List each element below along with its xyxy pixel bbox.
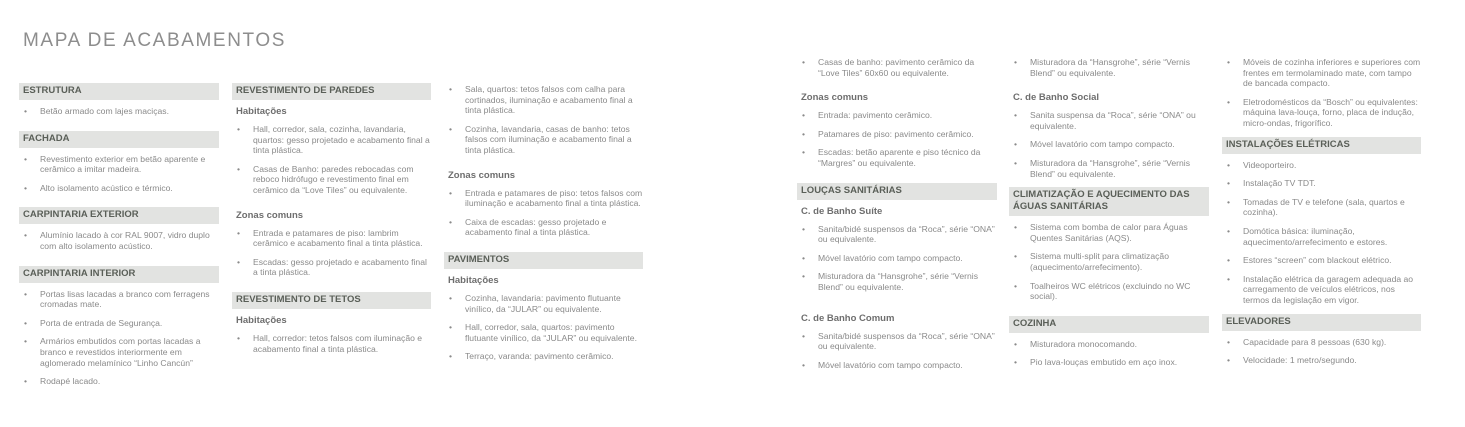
tetos-zonas-list [444,188,643,238]
subheader-zonas-comuns: Zonas comuns [801,92,869,104]
list-item: • Casas de Banho: paredes rebocadas com reboco hidrófugo e revestimento final em cerâmico da “Love Tiles” ou equivalente. [232,164,431,196]
paredes-habitacoes-list [232,124,431,196]
list-item: • Rodapé lacado. [19,376,219,387]
banho-social-list [1009,110,1209,179]
list-item: • Casas de banho: pavimento cerâmico da “Love Tiles” 60x60 ou equivalente. [797,57,997,78]
climatizacao-list [1009,222,1209,302]
list-item: • Cozinha, lavandaria, casas de banho: tetos falsos com iluminação e acabamento final a tinta plástica. [444,124,643,156]
list-item: • Caixa de escadas: gesso projetado e acabamento final a tinta plástica. [444,217,643,238]
section-header-carpintaria-exterior: CARPINTARIA EXTERIOR [19,207,219,224]
section-header-revestimento-paredes: REVESTIMENTO DE PAREDES [232,83,431,100]
list-item: • Sistema multi-split para climatização (aquecimento/arrefecimento). [1009,251,1209,272]
list-item: • Terraço, varanda: pavimento cerâmico. [444,351,643,362]
section-header-revestimento-tetos: REVESTIMENTO DE TETOS [232,292,431,309]
section-header-loucas-sanitarias: LOUÇAS SANITÁRIAS [797,183,997,200]
cozinha-continued-list [1222,57,1421,129]
section-header-instalacoes-eletricas: INSTALAÇÕES ELÉTRICAS [1222,137,1421,154]
section-header-pavimentos: PAVIMENTOS [444,252,643,269]
subheader-zonas-comuns: Zonas comuns [236,209,304,221]
list-item: • Revestimento exterior em betão aparente e cerâmico a imitar madeira. [19,154,219,175]
column-3 [444,84,643,370]
list-item: • Hall, corredor: tetos falsos com iluminação e acabamento final a tinta plástica. [232,333,431,354]
list-item: • Videoporteiro. [1222,160,1421,171]
list-item: • Capacidade para 8 pessoas (630 kg). [1222,337,1421,348]
estrutura-list [19,106,219,117]
list-item: • Sanita/bidé suspensos da “Roca”, série “ONA” ou equivalente. [797,331,997,352]
page-title: MAPA DE ACABAMENTOS [23,30,287,51]
carpintaria-exterior-list [19,230,219,251]
list-item: • Eletrodomésticos da “Bosch” ou equivalentes: máquina lava-louça, forno, placa de indução, micro-ondas, frigorífico. [1222,97,1421,129]
instalacoes-eletricas-list [1222,160,1421,306]
subheader-banho-comum: C. de Banho Comum [801,312,895,324]
list-item: • Sistema com bomba de calor para Águas Quentes Sanitárias (AQS). [1009,222,1209,243]
list-item: • Entrada e patamares de piso: lambrim cerâmico e acabamento final a tinta plástica. [232,228,431,249]
list-item: • Velocidade: 1 metro/segundo. [1222,355,1421,366]
list-item: • Cozinha, lavandaria: pavimento flutuante vinílico, da “JULAR” ou equivalente. [444,293,643,314]
list-item: • Misturadora da “Hansgrohe”, série “Vernis Blend” ou equivalente. [1009,158,1209,179]
pavimentos-zonas-list [797,110,997,168]
list-item: • Instalação TV TDT. [1222,178,1421,189]
list-item: • Tomadas de TV e telefone (sala, quartos e cozinha). [1222,197,1421,218]
loucas-continued-list [1009,57,1209,78]
list-item: • Hall, corredor, sala, cozinha, lavandaria, quartos: gesso projetado e acabamento final a tinta plástica. [232,124,431,156]
list-item: • Patamares de piso: pavimento cerâmico. [797,129,997,140]
column-6 [1222,57,1421,374]
list-item: • Hall, corredor, sala, quartos: pavimento flutuante vinílico, da “JULAR” ou equivalente. [444,322,643,343]
list-item: • Móvel lavatório com tampo compacto. [797,360,997,371]
list-item: • Móvel lavatório com tampo compacto. [797,253,997,264]
list-item: • Sala, quartos: tetos falsos com calha para cortinados, iluminação e acabamento final a tinta plástica. [444,84,643,116]
list-item: • Alto isolamento acústico e térmico. [19,183,219,194]
list-item: • Misturadora monocomando. [1009,339,1209,350]
column-5 [1009,57,1209,376]
list-item: • Móvel lavatório com tampo compacto. [1009,139,1209,150]
banho-comum-list [797,331,997,371]
list-item: • Pio lava-louças embutido em aço inox. [1009,357,1209,368]
subheader-habitacoes: Habitações [236,106,287,117]
column-4 [797,57,997,378]
cozinha-list [1009,339,1209,368]
list-item: • Instalação elétrica da garagem adequada ao carregamento de veículos elétricos, nos termos da legislação em vigor. [1222,274,1421,306]
list-item: • Misturadora da “Hansgrohe”, série “Vernis Blend” ou equivalente. [797,271,997,292]
subheader-habitacoes: Habitações [448,274,499,286]
list-item: • Sanita/bidé suspensos da “Roca”, série “ONA” ou equivalente. [797,224,997,245]
list-item: • Alumínio lacado à cor RAL 9007, vidro duplo com alto isolamento acústico. [19,230,219,251]
pavimentos-habitacoes-list [444,293,643,362]
tetos-habitacoes-list [232,333,431,354]
section-header-carpintaria-interior: CARPINTARIA INTERIOR [19,266,219,283]
section-header-climatizacao: CLIMATIZAÇÃO E AQUECIMENTO DAS ÁGUAS SANITÁRIAS [1009,187,1209,216]
list-item: • Toalheiros WC elétricos (excluindo no WC social). [1009,281,1209,302]
carpintaria-interior-list [19,289,219,387]
list-item: • Porta de entrada de Segurança. [19,318,219,329]
subheader-banho-suite: C. de Banho Suíte [801,205,883,217]
section-header-elevadores: ELEVADORES [1222,314,1421,331]
list-item: • Entrada e patamares de piso: tetos falsos com iluminação e acabamento final a tinta plástica. [444,188,643,209]
subheader-habitacoes: Habitações [236,314,287,326]
subheader-banho-social: C. de Banho Social [1013,92,1100,104]
list-item: • Sanita suspensa da “Roca”, série “ONA” ou equivalente. [1009,110,1209,131]
tetos-continued-list [444,84,643,156]
list-item: • Domótica básica: iluminação, aquecimento/arrefecimento e estores. [1222,226,1421,247]
list-item: • Escadas: gesso projetado e acabamento final a tinta plástica. [232,257,431,278]
column-1 [19,83,219,395]
list-item: • Portas lisas lacadas a branco com ferragens cromadas mate. [19,289,219,310]
list-item: • Estores “screen” com blackout elétrico. [1222,255,1421,266]
subheader-zonas-comuns: Zonas comuns [448,169,516,181]
column-2 [232,83,431,362]
list-item: • Escadas: betão aparente e piso técnico da “Margres” ou equivalente. [797,147,997,168]
list-item: • Entrada: pavimento cerâmico. [797,110,997,121]
banho-suite-list [797,224,997,293]
section-header-cozinha: COZINHA [1009,316,1209,333]
pavimentos-continued-list [797,57,997,78]
paredes-zonas-list [232,228,431,278]
fachada-list [19,154,219,194]
list-item: • Armários embutidos com portas lacadas a branco e revestidos interiormente em aglomerado melamínico “Linho Cancún” [19,336,219,368]
section-header-fachada: FACHADA [19,131,219,148]
list-item: • Misturadora da “Hansgrohe”, série “Vernis Blend” ou equivalente. [1009,57,1209,78]
section-header-estrutura: ESTRUTURA [19,83,219,100]
list-item: • Móveis de cozinha inferiores e superiores com frentes em termolaminado mate, com tampo de bancada compacto. [1222,57,1421,89]
elevadores-list [1222,337,1421,366]
list-item: • Betão armado com lajes maciças. [19,106,219,117]
